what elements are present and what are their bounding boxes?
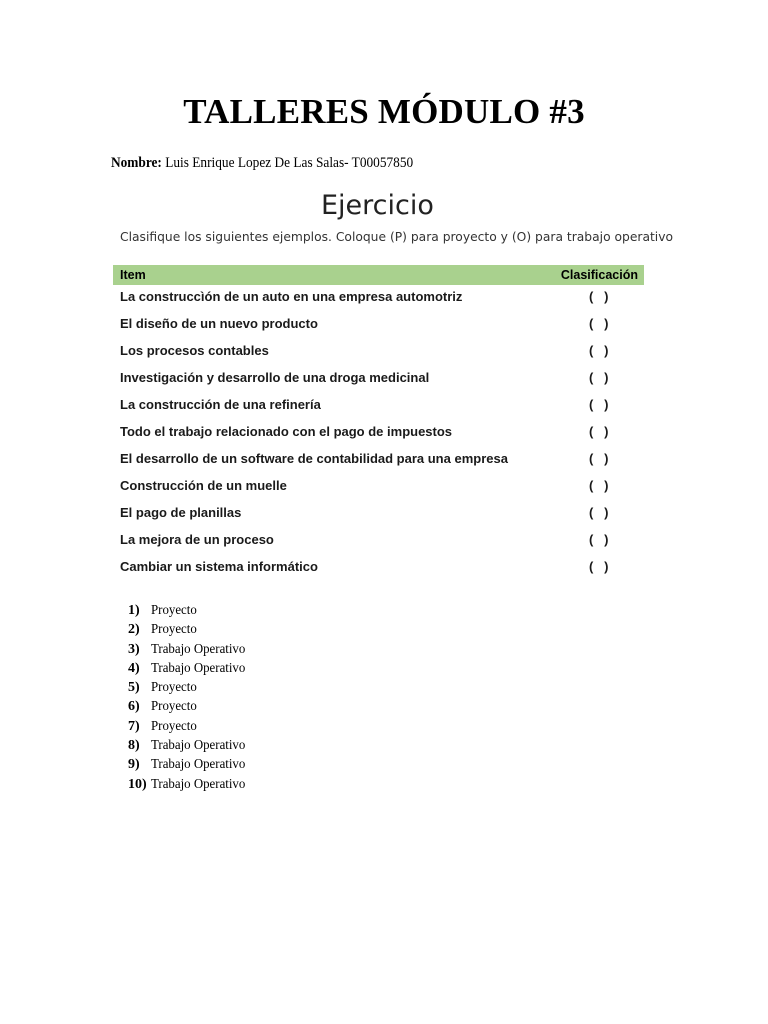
classification-blank: ( ) (589, 397, 609, 412)
answer-number: 10) (128, 776, 147, 792)
table-header (113, 265, 644, 285)
item-text: Construcción de un muelle (120, 478, 287, 493)
item-text: Investigación y desarrollo de una droga medicinal (120, 370, 430, 385)
list-item (128, 601, 254, 620)
student-name-line (111, 155, 413, 172)
answer-text: Proyecto (151, 680, 197, 696)
answer-number: 9) (128, 757, 140, 773)
header-classification: Clasificación (560, 268, 638, 282)
exercise-image (107, 180, 674, 585)
exercise-instructions: Clasifique los siguientes ejemplos. Coloque (P) para proyecto y (O) para trabajo operativo (120, 230, 674, 244)
list-item (128, 736, 254, 755)
list-item (128, 755, 254, 774)
name-value: Luis Enrique Lopez De Las Salas- T00057850 (165, 155, 414, 171)
answer-text: Proyecto (151, 718, 197, 734)
classification-blank: ( ) (589, 343, 609, 358)
classification-blank: ( ) (589, 505, 609, 520)
item-text: El diseño de un nuevo producto (120, 316, 318, 331)
answer-text: Trabajo Operativo (151, 776, 246, 792)
table-row (120, 451, 640, 471)
table-row (120, 289, 640, 309)
list-item (128, 620, 254, 639)
exercise-title: Ejercicio (321, 190, 434, 221)
header-item: Item (120, 268, 146, 282)
answer-number: 5) (128, 680, 140, 696)
answer-number: 4) (128, 660, 140, 676)
answer-text: Proyecto (151, 622, 197, 638)
classification-blank: ( ) (589, 451, 609, 466)
classification-blank: ( ) (589, 370, 609, 385)
list-item (128, 659, 254, 678)
item-text: Cambiar un sistema informático (120, 559, 318, 574)
answer-number: 8) (128, 738, 140, 754)
list-item (128, 697, 254, 716)
item-text: La construcción de una refinería (120, 397, 321, 412)
item-text: El pago de planillas (120, 505, 242, 520)
answer-text: Trabajo Operativo (151, 641, 246, 657)
item-text: La construccìón de un auto en una empresa automotriz (120, 289, 463, 304)
table-row (120, 370, 640, 390)
classification-blank: ( ) (589, 478, 609, 493)
list-item (128, 775, 254, 794)
answer-text: Trabajo Operativo (151, 757, 246, 773)
answer-number: 2) (128, 622, 140, 638)
answer-text: Trabajo Operativo (151, 738, 246, 754)
classification-blank: ( ) (589, 316, 609, 331)
item-text: Los procesos contables (120, 343, 269, 358)
item-text: La mejora de un proceso (120, 532, 274, 547)
name-label: Nombre: (111, 155, 162, 171)
answer-number: 3) (128, 641, 140, 657)
list-item (128, 640, 254, 659)
table-row (120, 343, 640, 363)
classification-blank: ( ) (589, 559, 609, 574)
answer-number: 7) (128, 718, 140, 734)
classification-blank: ( ) (589, 532, 609, 547)
item-text: El desarrollo de un software de contabilidad para una empresa (120, 451, 508, 466)
answer-number: 6) (128, 699, 140, 715)
answer-text: Proyecto (151, 699, 197, 715)
table-row (120, 559, 640, 579)
list-item (128, 678, 254, 697)
item-text: Todo el trabajo relacionado con el pago de impuestos (120, 424, 453, 439)
table-row (120, 478, 640, 498)
classification-blank: ( ) (589, 289, 609, 304)
classification-blank: ( ) (589, 424, 609, 439)
answer-list (128, 601, 254, 794)
answer-text: Proyecto (151, 603, 197, 618)
table-row (120, 505, 640, 525)
table-row (120, 397, 640, 417)
answer-text: Trabajo Operativo (151, 660, 246, 676)
answer-number: 1) (128, 603, 140, 618)
table-row (120, 424, 640, 444)
page-title: TALLERES MÓDULO #3 (183, 92, 585, 131)
table-row (120, 532, 640, 552)
table-row (120, 316, 640, 336)
list-item (128, 717, 254, 736)
